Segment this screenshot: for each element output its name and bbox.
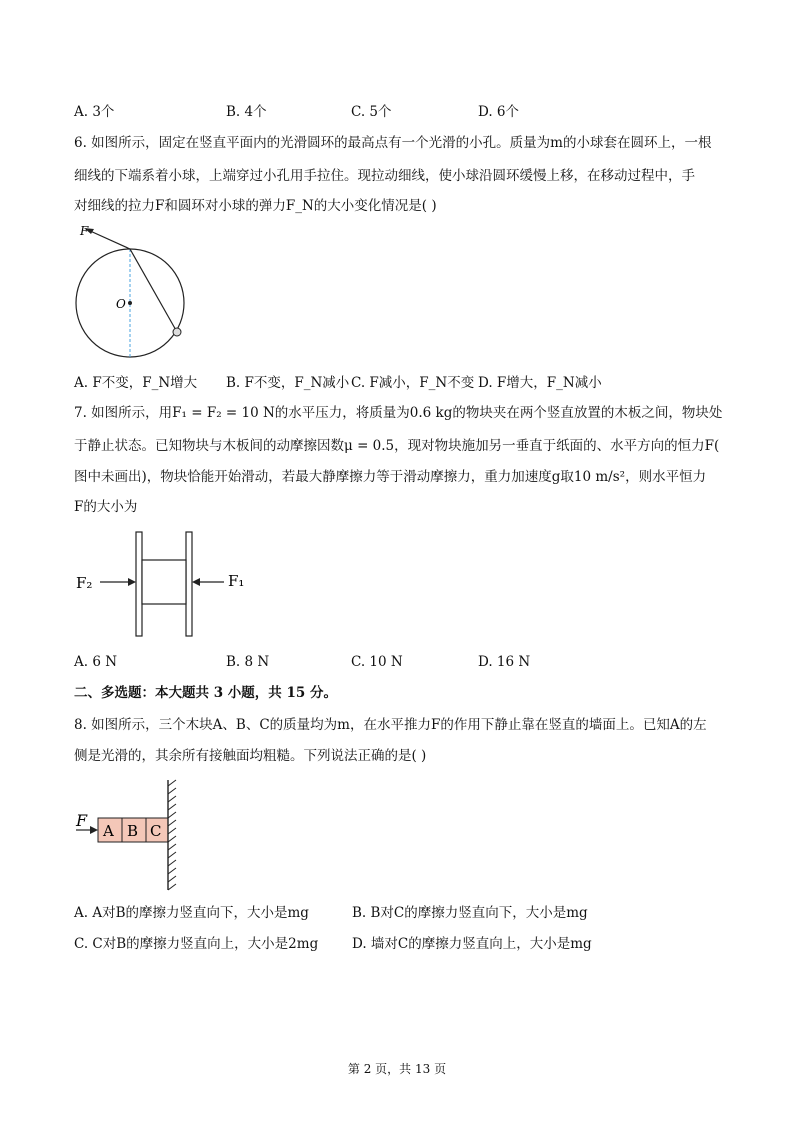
section-2-title: 二、多选题：本大题共 3 小题，共 15 分。 xyxy=(74,685,337,701)
right-board xyxy=(186,532,192,636)
q7-stem-line-1: 7. 如图所示，用F₁ = F₂ = 10 N的水平压力，将质量为0.6 kg的物块夹在两个竖直放置的木板之间，物块处 xyxy=(74,405,723,421)
label-O: O xyxy=(116,297,126,311)
q7-option-b: B. 8 N xyxy=(226,654,270,670)
q8-option-c: C. C对B的摩擦力竖直向上，大小是2mg xyxy=(74,936,319,952)
q8-option-d: D. 墙对C的摩擦力竖直向上，大小是mg xyxy=(352,936,592,952)
q7-option-c: C. 10 N xyxy=(351,654,403,670)
q6-stem-line-1: 6. 如图所示，固定在竖直平面内的光滑圆环的最高点有一个光滑的小孔。质量为m的小球套在圆环上，一根 xyxy=(74,135,712,151)
q7-boards-figure xyxy=(72,528,262,640)
q5-option-b: B. 4个 xyxy=(226,104,267,120)
pull-force-line xyxy=(88,230,130,249)
q8-stem-line-1: 8. 如图所示，三个木块A、B、C的质量均为m，在水平推力F的作用下静止靠在竖直的墙面上。已知A的左 xyxy=(74,717,707,733)
small-ball xyxy=(173,328,181,336)
force-F2-arrowhead xyxy=(128,578,136,586)
label-F2: F₂ xyxy=(76,574,93,592)
q5-option-c: C. 5个 xyxy=(351,104,392,120)
q6-option-a: A. F不变，F_N增大 xyxy=(74,375,198,391)
q6-stem-line-3: 对细线的拉力F和圆环对小球的弹力F_N的大小变化情况是( ) xyxy=(74,198,437,214)
q6-ring-figure xyxy=(70,220,220,365)
q6-option-d: D. F增大，F_N减小 xyxy=(478,375,602,391)
q7-stem-line-4: F的大小为 xyxy=(74,499,138,515)
wall-hatching xyxy=(168,780,176,890)
label-F1: F₁ xyxy=(228,572,245,590)
q7-option-d: D. 16 N xyxy=(478,654,531,670)
q7-option-a: A. 6 N xyxy=(74,654,118,670)
q8-option-a: A. A对B的摩擦力竖直向下，大小是mg xyxy=(74,905,309,921)
thread-line xyxy=(130,249,177,332)
q7-stem-line-3: 图中未画出)，物块恰能开始滑动，若最大静摩擦力等于滑动摩擦力，重力加速度g取10 m/s²，则水平恒力 xyxy=(74,469,707,485)
q7-stem-line-2: 于静止状态。已知物块与木板间的动摩擦因数μ = 0.5，现对物块施加另一垂直于纸面的、水平方向的恒力F( xyxy=(74,438,720,454)
q6-option-c: C. F减小，F_N不变 xyxy=(351,375,475,391)
q6-option-b: B. F不变，F_N减小 xyxy=(226,375,350,391)
q6-stem-line-2: 细线的下端系着小球，上端穿过小孔用手拉住。现拉动细线，使小球沿圆环缓慢上移，在移动过程中，手 xyxy=(74,168,695,184)
page-footer: 第 2 页，共 13 页 xyxy=(347,1062,447,1076)
label-F: F xyxy=(76,811,88,830)
q5-option-d: D. 6个 xyxy=(478,104,520,120)
q5-option-a: A. 3个 xyxy=(74,104,115,120)
block-b-label: B xyxy=(127,822,139,840)
label-F: F xyxy=(80,224,89,238)
push-force-arrowhead xyxy=(90,826,98,834)
q8-option-b: B. B对C的摩擦力竖直向下，大小是mg xyxy=(352,905,588,921)
q8-blocks-figure xyxy=(72,776,192,894)
block-a-label: A xyxy=(103,822,114,840)
q8-stem-line-2: 侧是光滑的，其余所有接触面均粗糙。下列说法正确的是( ) xyxy=(74,748,427,764)
block-c-label: C xyxy=(150,822,162,840)
center-point xyxy=(128,301,132,305)
clamped-block xyxy=(142,560,186,604)
left-board xyxy=(136,532,142,636)
force-F1-arrowhead xyxy=(192,578,200,586)
